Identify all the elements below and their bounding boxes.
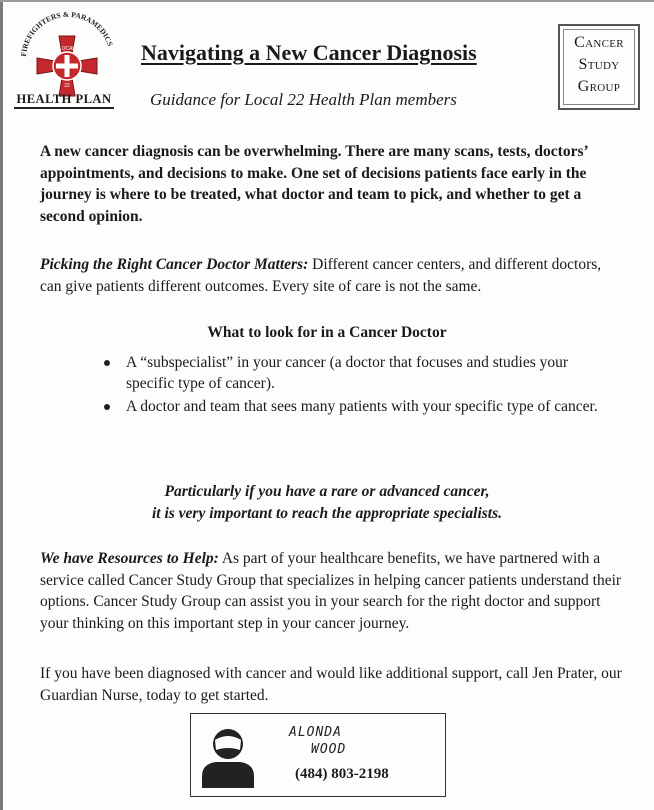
picking-paragraph bbox=[40, 254, 620, 297]
csg-line-3: Group bbox=[577, 78, 621, 95]
resources-lead: We have Resources to Help: bbox=[40, 550, 219, 567]
handwritten-name bbox=[289, 724, 346, 758]
phone-number: (484) 803-2198 bbox=[295, 766, 389, 782]
bullet-icon bbox=[104, 360, 110, 366]
closing-paragraph: If you have been diagnosed with cancer and would like additional support, call Jen Prater, our Guardian Nurse, today to get started. bbox=[40, 665, 622, 704]
svg-text:FIREFIGHTERS & PARAMEDICS: FIREFIGHTERS & PARAMEDICS bbox=[18, 10, 115, 57]
bullet-icon bbox=[104, 404, 110, 410]
picking-text: Different cancer centers, and different doctors, can give patients different outcomes. Every site of care is not the same. bbox=[40, 256, 602, 295]
svg-text:22: 22 bbox=[64, 83, 70, 89]
scan-edge-top bbox=[0, 0, 654, 2]
csg-line-1: Cancer bbox=[574, 34, 624, 51]
criteria-list bbox=[104, 352, 614, 419]
resources-text: As part of your healthcare benefits, we have partnered with a service called Cancer Study Group that specializes in helping cancer patients understand their options. Cancer Study Group can assist you in your search for the right doctor and support your thinking on this important step in your cancer journey. bbox=[40, 550, 622, 632]
handwritten-line-1: ALONDA bbox=[289, 725, 342, 740]
cancer-study-group-logo bbox=[558, 24, 640, 110]
callout-line-1: Particularly if you have a rare or advanced cancer, bbox=[164, 483, 490, 500]
maltese-cross-icon bbox=[12, 10, 122, 100]
handwritten-line-2: WOOD bbox=[311, 742, 347, 757]
picking-lead: Picking the Right Cancer Doctor Matters: bbox=[40, 256, 309, 273]
list-item-text: A doctor and team that sees many patients with your specific type of cancer. bbox=[126, 398, 598, 415]
callout-line-2: it is very important to reach the appropriate specialists. bbox=[151, 504, 503, 522]
section-heading: What to look for in a Cancer Doctor bbox=[207, 324, 447, 341]
page-subtitle: Guidance for Local 22 Health Plan members bbox=[150, 90, 457, 109]
emphasis-callout bbox=[0, 481, 654, 524]
resources-paragraph bbox=[40, 548, 624, 634]
logo-caption: HEALTH PLAN bbox=[14, 92, 114, 109]
list-item bbox=[104, 352, 614, 394]
scan-edge-left bbox=[0, 0, 3, 810]
page-title: Navigating a New Cancer Diagnosis bbox=[141, 40, 477, 65]
contact-card bbox=[190, 713, 446, 797]
person-icon bbox=[198, 726, 258, 788]
svg-text:LOCAL: LOCAL bbox=[58, 46, 76, 52]
list-item-text: A “subspecialist” in your cancer (a doctor that focuses and studies your specific type of cancer). bbox=[126, 354, 569, 392]
csg-line-2: Study bbox=[578, 56, 620, 73]
list-item bbox=[104, 396, 614, 417]
intro-paragraph: A new cancer diagnosis can be overwhelming. There are many scans, tests, doctors’ appointments, and decisions to make. One set of decisions patients face early in the journey is where to be treated, what doctor and team to pick, and whether to get a second opinion. bbox=[40, 143, 588, 225]
